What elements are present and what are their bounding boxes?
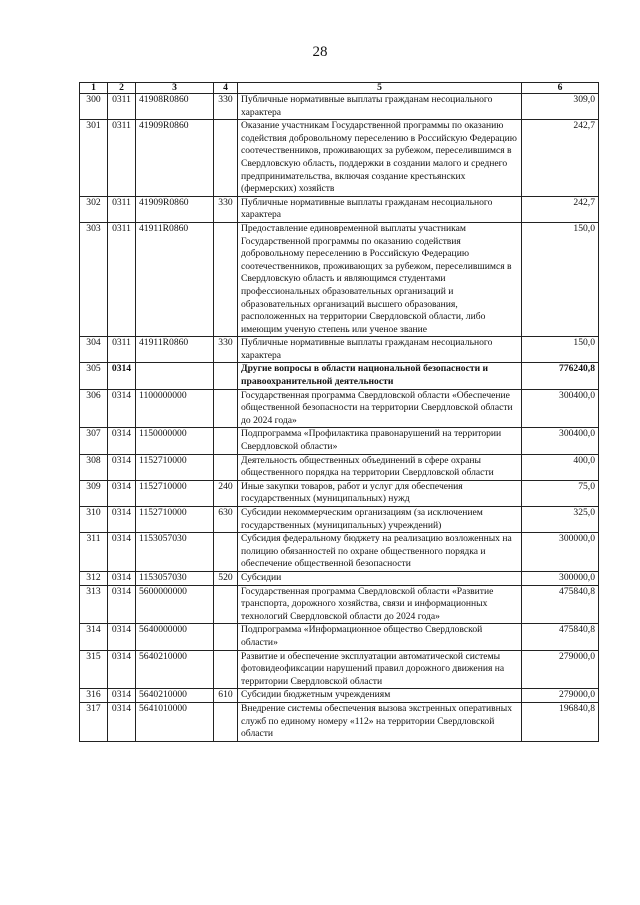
section-code-cell: 0314	[108, 585, 136, 624]
column-header: 3	[136, 83, 214, 94]
amount-cell: 300000,0	[522, 533, 599, 572]
row-number-cell: 313	[80, 585, 108, 624]
budget-table	[79, 82, 599, 742]
page-number: 28	[312, 44, 328, 60]
target-article-cell	[136, 363, 214, 389]
expense-type-cell	[214, 454, 238, 480]
table-row	[80, 507, 599, 533]
target-article-cell: 5640210000	[136, 689, 214, 703]
table-body	[80, 94, 599, 742]
description-cell: Государственная программа Свердловской области «Обеспечение общественной безопасности на территории Свердловской области до 2024 года»	[238, 389, 522, 428]
section-code-cell: 0314	[108, 571, 136, 585]
description-cell: Предоставление единовременной выплаты участникам Государственной программы по оказанию содействия добровольному переселению в Российскую Федерацию соотечественников, проживающих за рубежом, переселившимся в Свердловскую область и являющимся студентами профессиональных образовательных организаций и образовательных организаций высшего образования, расположенных на территории Свердловской области, либо имеющим ученую степень или ученое звание	[238, 222, 522, 336]
amount-cell: 776240,8	[522, 363, 599, 389]
table-row	[80, 120, 599, 197]
amount-cell: 150,0	[522, 337, 599, 363]
table-row	[80, 480, 599, 506]
row-number-cell: 302	[80, 196, 108, 222]
expense-type-cell: 630	[214, 507, 238, 533]
section-code-cell: 0314	[108, 689, 136, 703]
description-cell: Субсидия федеральному бюджету на реализацию возложенных на полицию обязанностей по охране общественного порядка и обеспечение общественной безопасности	[238, 533, 522, 572]
table-row	[80, 363, 599, 389]
table-row	[80, 571, 599, 585]
section-code-cell: 0311	[108, 94, 136, 120]
table-row	[80, 428, 599, 454]
expense-type-cell	[214, 533, 238, 572]
table-header-row	[80, 83, 599, 94]
expense-type-cell: 330	[214, 94, 238, 120]
row-number-cell: 300	[80, 94, 108, 120]
description-cell: Другие вопросы в области национальной безопасности и правоохранительной деятельности	[238, 363, 522, 389]
target-article-cell: 5640210000	[136, 650, 214, 689]
row-number-cell: 307	[80, 428, 108, 454]
column-header: 5	[238, 83, 522, 94]
expense-type-cell: 330	[214, 196, 238, 222]
description-cell: Подпрограмма «Профилактика правонарушений на территории Свердловской области»	[238, 428, 522, 454]
section-code-cell: 0314	[108, 454, 136, 480]
section-code-cell: 0314	[108, 389, 136, 428]
expense-type-cell: 520	[214, 571, 238, 585]
column-header: 4	[214, 83, 238, 94]
target-article-cell: 1100000000	[136, 389, 214, 428]
target-article-cell: 41908R0860	[136, 94, 214, 120]
amount-cell: 279000,0	[522, 689, 599, 703]
target-article-cell: 1153057030	[136, 571, 214, 585]
row-number-cell: 309	[80, 480, 108, 506]
column-header: 6	[522, 83, 599, 94]
row-number-cell: 304	[80, 337, 108, 363]
target-article-cell: 1153057030	[136, 533, 214, 572]
description-cell: Деятельность общественных объединений в сфере охраны общественного порядка на территории Свердловской области	[238, 454, 522, 480]
section-code-cell: 0314	[108, 428, 136, 454]
expense-type-cell	[214, 222, 238, 336]
row-number-cell: 308	[80, 454, 108, 480]
amount-cell: 400,0	[522, 454, 599, 480]
section-code-cell: 0314	[108, 480, 136, 506]
target-article-cell: 5600000000	[136, 585, 214, 624]
description-cell: Развитие и обеспечение эксплуатации автоматической системы фотовидеофиксации нарушений правил дорожного движения на территории Свердловской области	[238, 650, 522, 689]
expense-type-cell	[214, 428, 238, 454]
table-row	[80, 585, 599, 624]
row-number-cell: 305	[80, 363, 108, 389]
table-row	[80, 222, 599, 336]
description-cell: Оказание участникам Государственной программы по оказанию содействия добровольному переселению в Российскую Федерацию соотечественников, проживающих за рубежом, переселившимся в Свердловскую область, поддержки в создании малого и среднего предпринимательства, включая создание крестьянских (фермерских) хозяйств	[238, 120, 522, 197]
row-number-cell: 310	[80, 507, 108, 533]
table-row	[80, 454, 599, 480]
amount-cell: 242,7	[522, 196, 599, 222]
table-row	[80, 389, 599, 428]
amount-cell: 475840,8	[522, 624, 599, 650]
target-article-cell: 41911R0860	[136, 337, 214, 363]
section-code-cell: 0314	[108, 507, 136, 533]
section-code-cell: 0311	[108, 120, 136, 197]
description-cell: Иные закупки товаров, работ и услуг для обеспечения государственных (муниципальных) нужд	[238, 480, 522, 506]
table-row	[80, 533, 599, 572]
target-article-cell: 1152710000	[136, 480, 214, 506]
section-code-cell: 0314	[108, 533, 136, 572]
amount-cell: 242,7	[522, 120, 599, 197]
amount-cell: 475840,8	[522, 585, 599, 624]
section-code-cell: 0314	[108, 650, 136, 689]
row-number-cell: 311	[80, 533, 108, 572]
row-number-cell: 314	[80, 624, 108, 650]
amount-cell: 75,0	[522, 480, 599, 506]
table-row	[80, 650, 599, 689]
expense-type-cell	[214, 363, 238, 389]
description-cell: Государственная программа Свердловской области «Развитие транспорта, дорожного хозяйства, связи и информационных технологий Свердловской области до 2024 года»	[238, 585, 522, 624]
target-article-cell: 41909R0860	[136, 196, 214, 222]
target-article-cell: 1152710000	[136, 454, 214, 480]
section-code-cell: 0311	[108, 337, 136, 363]
section-code-cell: 0314	[108, 702, 136, 741]
amount-cell: 300400,0	[522, 428, 599, 454]
row-number-cell: 303	[80, 222, 108, 336]
description-cell: Подпрограмма «Информационное общество Свердловской области»	[238, 624, 522, 650]
amount-cell: 300000,0	[522, 571, 599, 585]
section-code-cell: 0311	[108, 222, 136, 336]
target-article-cell: 1152710000	[136, 507, 214, 533]
expense-type-cell: 240	[214, 480, 238, 506]
row-number-cell: 306	[80, 389, 108, 428]
expense-type-cell: 330	[214, 337, 238, 363]
description-cell: Субсидии некоммерческим организациям (за исключением государственных (муниципальных) учреждений)	[238, 507, 522, 533]
expense-type-cell	[214, 624, 238, 650]
amount-cell: 196840,8	[522, 702, 599, 741]
description-cell: Публичные нормативные выплаты гражданам несоциального характера	[238, 337, 522, 363]
table-row	[80, 689, 599, 703]
amount-cell: 279000,0	[522, 650, 599, 689]
row-number-cell: 315	[80, 650, 108, 689]
amount-cell: 309,0	[522, 94, 599, 120]
column-header: 1	[80, 83, 108, 94]
section-code-cell: 0314	[108, 363, 136, 389]
table-row	[80, 196, 599, 222]
table-row	[80, 624, 599, 650]
row-number-cell: 316	[80, 689, 108, 703]
row-number-cell: 312	[80, 571, 108, 585]
expense-type-cell	[214, 702, 238, 741]
target-article-cell: 41909R0860	[136, 120, 214, 197]
column-header: 2	[108, 83, 136, 94]
description-cell: Субсидии	[238, 571, 522, 585]
description-cell: Субсидии бюджетным учреждениям	[238, 689, 522, 703]
expense-type-cell	[214, 389, 238, 428]
target-article-cell: 41911R0860	[136, 222, 214, 336]
table-row	[80, 702, 599, 741]
expense-type-cell	[214, 650, 238, 689]
target-article-cell: 1150000000	[136, 428, 214, 454]
description-cell: Внедрение системы обеспечения вызова экстренных оперативных служб по единому номеру «112» на территории Свердловской области	[238, 702, 522, 741]
expense-type-cell: 610	[214, 689, 238, 703]
amount-cell: 325,0	[522, 507, 599, 533]
table-row	[80, 337, 599, 363]
amount-cell: 300400,0	[522, 389, 599, 428]
target-article-cell: 5641010000	[136, 702, 214, 741]
expense-type-cell	[214, 585, 238, 624]
target-article-cell: 5640000000	[136, 624, 214, 650]
description-cell: Публичные нормативные выплаты гражданам несоциального характера	[238, 94, 522, 120]
description-cell: Публичные нормативные выплаты гражданам несоциального характера	[238, 196, 522, 222]
row-number-cell: 301	[80, 120, 108, 197]
table-row	[80, 94, 599, 120]
row-number-cell: 317	[80, 702, 108, 741]
expense-type-cell	[214, 120, 238, 197]
amount-cell: 150,0	[522, 222, 599, 336]
section-code-cell: 0311	[108, 196, 136, 222]
section-code-cell: 0314	[108, 624, 136, 650]
